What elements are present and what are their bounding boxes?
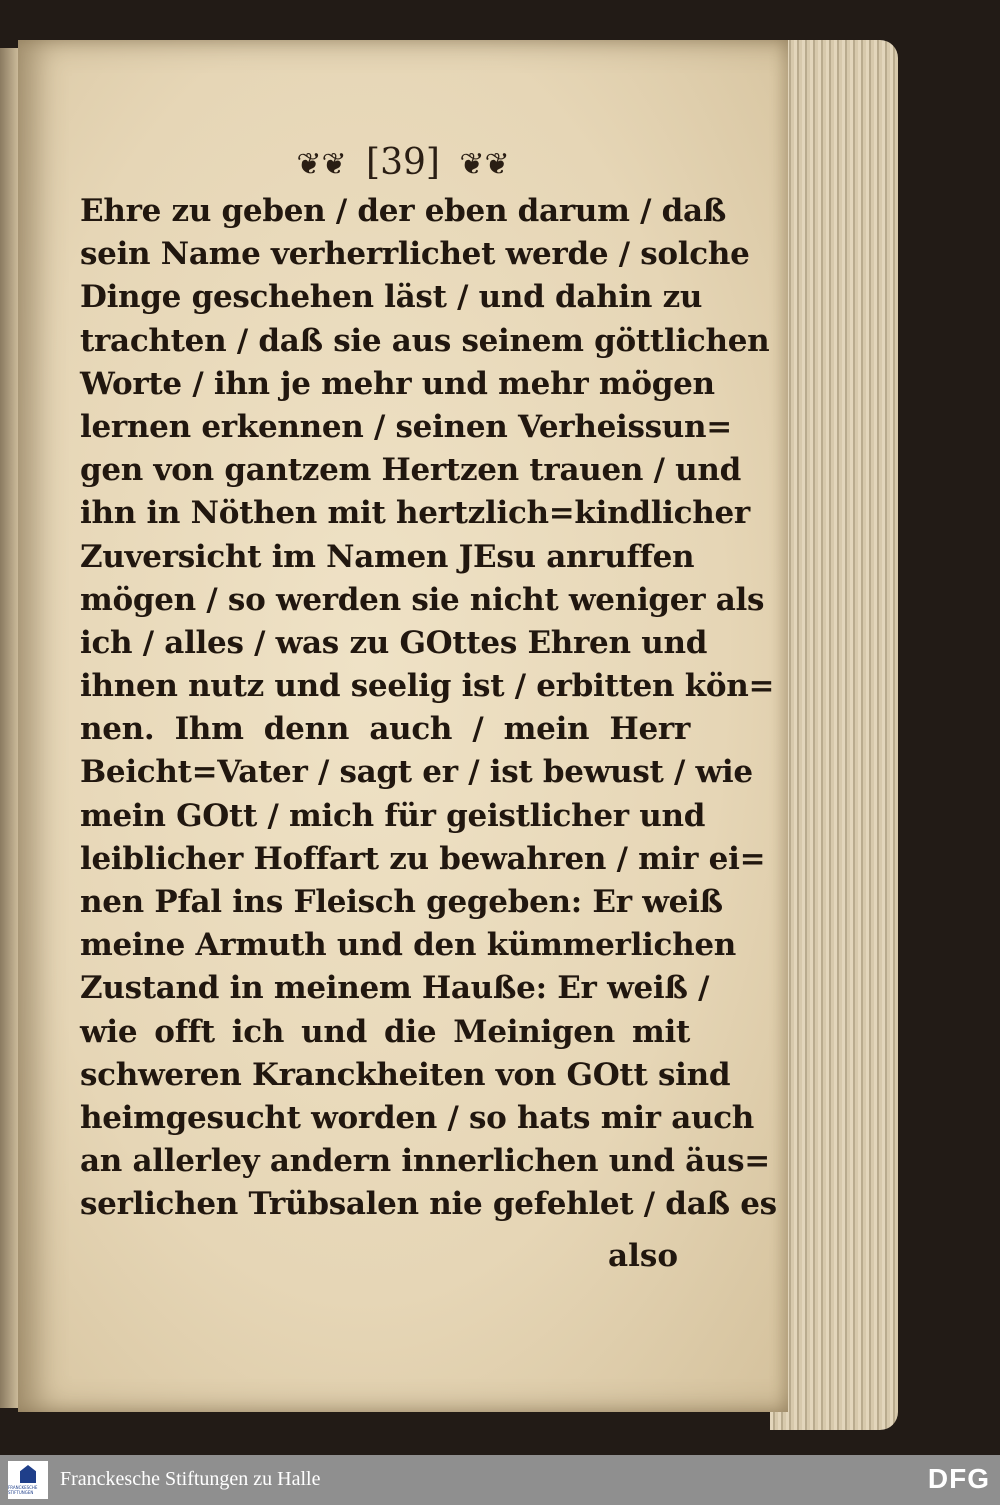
text-line: Ehre zu geben / der eben darum / daß xyxy=(80,193,727,229)
book-page-edges xyxy=(770,40,898,1430)
text-line: ich / alles / was zu GOttes Ehren und xyxy=(80,624,708,661)
logo-caption: FRANCKESCHE STIFTUNGEN xyxy=(8,1485,38,1495)
text-line: Worte / ihn je mehr und mehr mögen xyxy=(80,365,715,402)
book-page xyxy=(18,40,788,1412)
text-line: Beicht=Vater / sagt er / ist bewust / wie xyxy=(80,754,753,791)
text-line: heimgesucht worden / so hats mir auch xyxy=(80,1099,755,1136)
text-line: gen von gantzem Hertzen trauen / und xyxy=(80,452,742,489)
text-line: Zuversicht im Namen JEsu anruffen xyxy=(80,538,695,575)
text-line: nen Pfal ins Fleisch gegeben: Er weiß xyxy=(80,884,723,920)
ornament-left-icon: ❦❦ xyxy=(296,147,347,182)
text-line: meine Armuth und den kümmerlichen xyxy=(80,927,737,964)
text-line: an allerley andern innerlichen und äus= xyxy=(80,1143,770,1180)
text-line: schweren Kranckheiten von GOtt sind xyxy=(80,1056,731,1093)
institution-name[interactable]: Franckesche Stiftungen zu Halle xyxy=(60,1468,321,1490)
text-line: ihn in Nöthen mit hertzlich=kindlicher xyxy=(80,495,750,532)
footer-bar xyxy=(0,1455,1000,1505)
building-icon xyxy=(20,1465,36,1483)
text-line: lernen erkennen / seinen Verheissun= xyxy=(80,408,732,445)
page-header xyxy=(18,142,788,183)
dfg-logo[interactable]: DFG xyxy=(927,1463,990,1494)
page-number: [39] xyxy=(366,142,440,183)
text-line: Zustand in meinem Hauße: Er weiß / xyxy=(80,970,710,1007)
institution-logo-icon[interactable] xyxy=(8,1461,48,1499)
text-line: nen. Ihm denn auch / mein Herr xyxy=(80,711,690,748)
page-body xyxy=(80,190,777,1227)
text-line: leiblicher Hoffart zu bewahren / mir ei= xyxy=(80,840,766,877)
catchword: also xyxy=(608,1238,678,1274)
ornament-right-icon: ❦❦ xyxy=(459,147,510,182)
text-line: trachten / daß sie aus seinem göttlichen xyxy=(80,322,770,359)
text-line: wie offt ich und die Meinigen mit xyxy=(80,1013,690,1050)
text-line: serlichen Trübsalen nie gefehlet / daß es xyxy=(80,1186,777,1223)
text-line: sein Name verherrlichet werde / solche xyxy=(80,236,750,273)
text-line: mögen / so werden sie nicht weniger als xyxy=(80,581,765,618)
text-line: Dinge geschehen läst / und dahin zu xyxy=(80,279,703,316)
text-line: ihnen nutz und seelig ist / erbitten kön= xyxy=(80,668,775,705)
text-line: mein GOtt / mich für geistlicher und xyxy=(80,797,706,834)
